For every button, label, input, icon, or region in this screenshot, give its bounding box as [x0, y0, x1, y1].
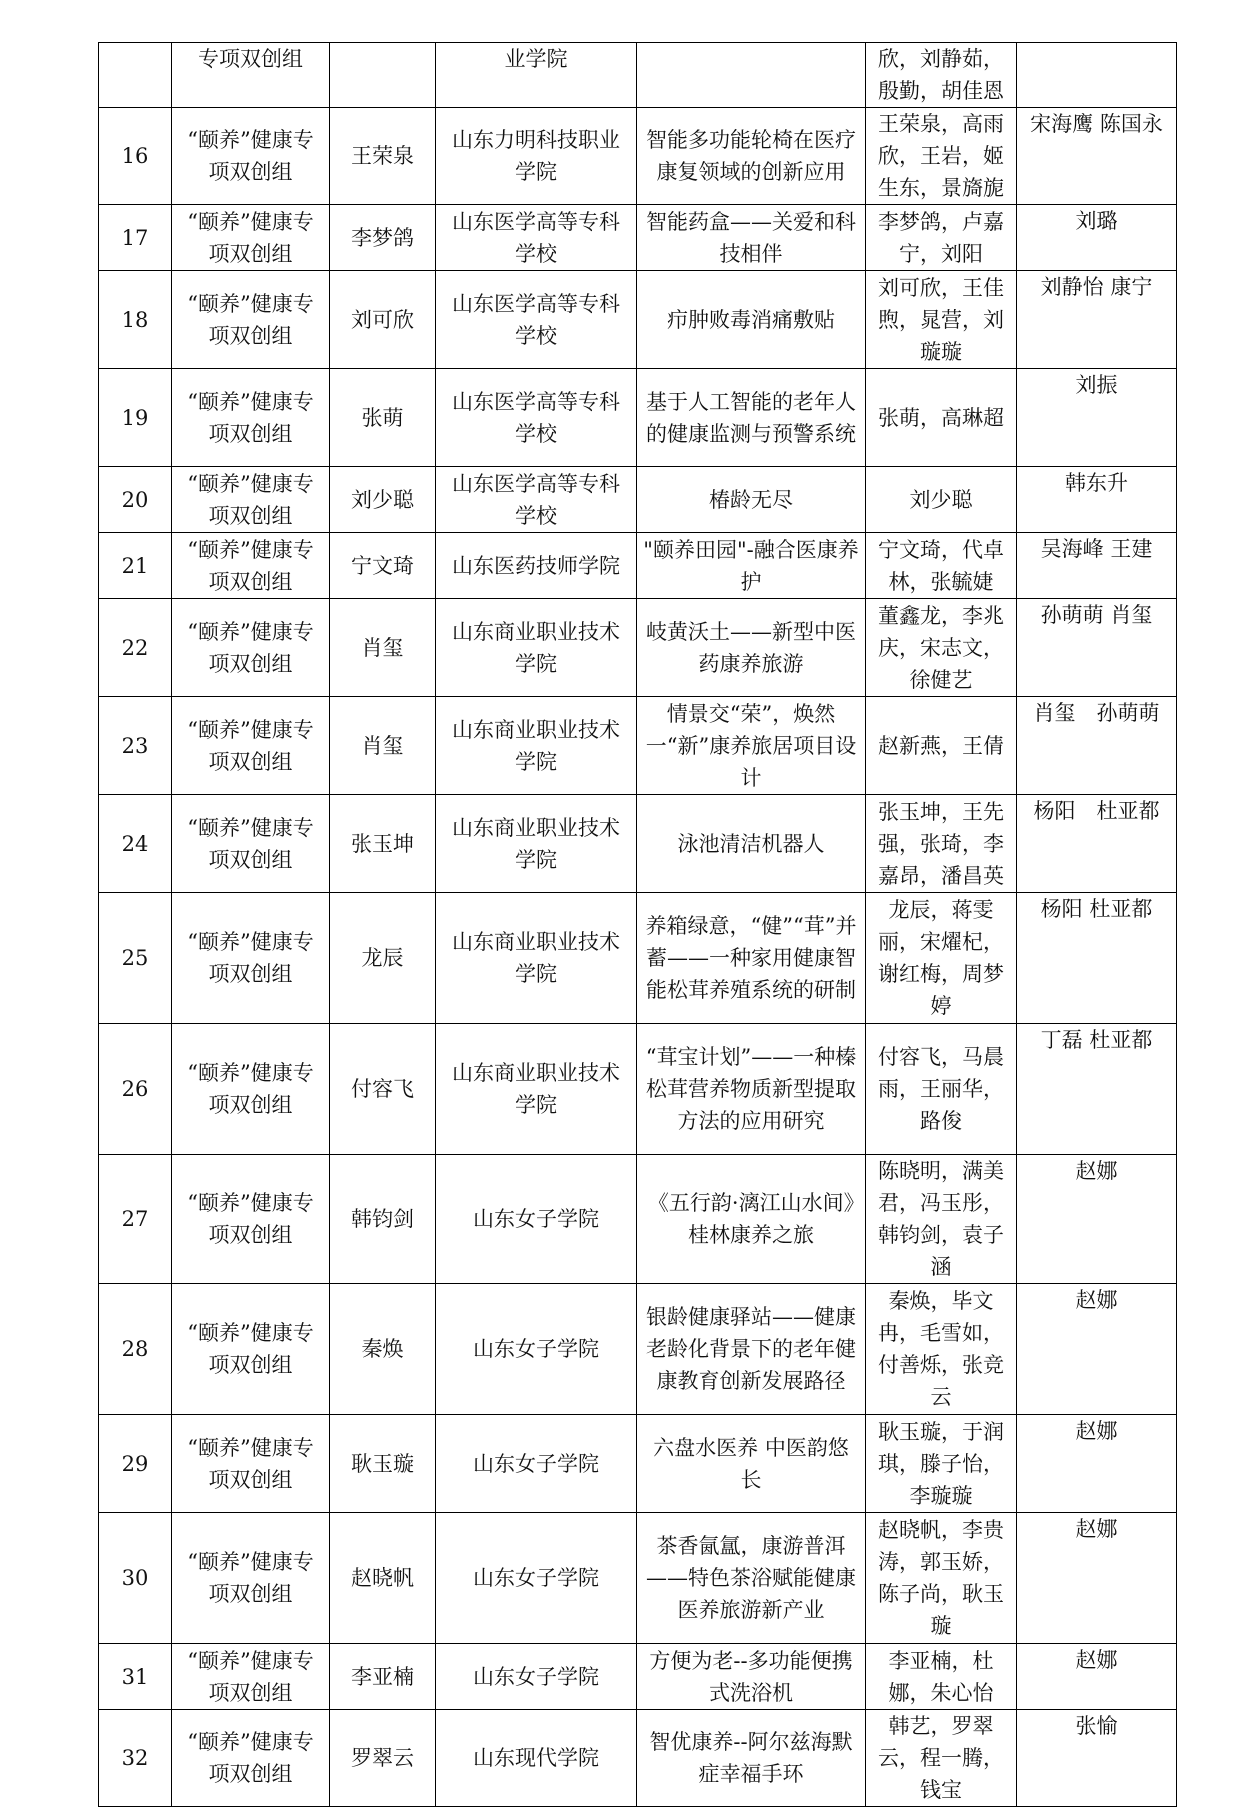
- leader-cell: 刘可欣: [330, 271, 436, 369]
- advisors-cell: 肖玺 孙萌萌: [1017, 697, 1177, 795]
- row-number: 23: [99, 697, 172, 795]
- members-cell: 韩艺，罗翠云，程一腾，钱宝: [866, 1710, 1017, 1807]
- project-cell: "颐养田园"-融合医康养护: [637, 533, 866, 599]
- leader-cell: 张玉坤: [330, 795, 436, 893]
- leader-cell: 李亚楠: [330, 1644, 436, 1710]
- members-cell: 王荣泉，高雨欣，王岩，姬生东，景旖旎: [866, 108, 1017, 205]
- table-row: [99, 108, 1177, 205]
- leader-cell: 耿玉璇: [330, 1415, 436, 1513]
- members-cell: 欣，刘静茹，殷勤，胡佳恩: [866, 43, 1017, 108]
- school-cell: 山东商业职业技术学院: [436, 599, 637, 697]
- category-cell: “颐养”健康专项双创组: [172, 795, 330, 893]
- advisors-cell: 刘静怡 康宁: [1017, 271, 1177, 369]
- school-cell: 山东医药技师学院: [436, 533, 637, 599]
- advisors-cell: 刘振: [1017, 369, 1177, 467]
- leader-cell: 付容飞: [330, 1024, 436, 1155]
- members-cell: 李亚楠，杜娜，朱心怡: [866, 1644, 1017, 1710]
- school-cell: 山东现代学院: [436, 1710, 637, 1807]
- category-cell: “颐养”健康专项双创组: [172, 1284, 330, 1415]
- row-number: 21: [99, 533, 172, 599]
- school-cell: 山东医学高等专科学校: [436, 271, 637, 369]
- school-cell: 山东女子学院: [436, 1513, 637, 1644]
- members-cell: 陈晓明，满美君，冯玉彤，韩钧剑，袁子涵: [866, 1155, 1017, 1284]
- advisors-cell: 吴海峰 王建: [1017, 533, 1177, 599]
- row-number: 25: [99, 893, 172, 1024]
- school-cell: 山东商业职业技术学院: [436, 697, 637, 795]
- members-cell: 张萌，高琳超: [866, 369, 1017, 467]
- advisors-cell: 丁磊 杜亚都: [1017, 1024, 1177, 1155]
- leader-cell: 罗翠云: [330, 1710, 436, 1807]
- row-number: 26: [99, 1024, 172, 1155]
- category-cell: “颐养”健康专项双创组: [172, 893, 330, 1024]
- school-cell: 山东医学高等专科学校: [436, 369, 637, 467]
- category-cell: “颐养”健康专项双创组: [172, 1415, 330, 1513]
- advisors-cell: 赵娜: [1017, 1155, 1177, 1284]
- project-cell: “茸宝计划”——一种榛松茸营养物质新型提取方法的应用研究: [637, 1024, 866, 1155]
- leader-cell: 李梦鸽: [330, 205, 436, 271]
- project-cell: 椿龄无尽: [637, 467, 866, 533]
- members-cell: 秦焕，毕文冉，毛雪如，付善烁，张竞云: [866, 1284, 1017, 1415]
- project-cell: 养箱绿意，“健”“茸”并蓄——一种家用健康智能松茸养殖系统的研制: [637, 893, 866, 1024]
- project-cell: 岐黄沃土——新型中医药康养旅游: [637, 599, 866, 697]
- members-cell: 张玉坤，王先强，张琦，李嘉昂，潘昌英: [866, 795, 1017, 893]
- leader-cell: 赵晓帆: [330, 1513, 436, 1644]
- project-cell: 茶香氤氲，康游普洱——特色茶浴赋能健康医养旅游新产业: [637, 1513, 866, 1644]
- leader-cell: 宁文琦: [330, 533, 436, 599]
- advisors-cell: 杨阳 杜亚都: [1017, 795, 1177, 893]
- category-cell: “颐养”健康专项双创组: [172, 533, 330, 599]
- members-cell: 董鑫龙，李兆庆，宋志文，徐健艺: [866, 599, 1017, 697]
- category-cell: “颐养”健康专项双创组: [172, 1155, 330, 1284]
- table-row: [99, 467, 1177, 533]
- members-cell: 刘少聪: [866, 467, 1017, 533]
- leader-cell: 肖玺: [330, 697, 436, 795]
- project-cell: 泳池清洁机器人: [637, 795, 866, 893]
- category-cell: “颐养”健康专项双创组: [172, 1644, 330, 1710]
- leader-cell: 王荣泉: [330, 108, 436, 205]
- table-row: [99, 893, 1177, 1024]
- leader-cell: 刘少聪: [330, 467, 436, 533]
- school-cell: 山东医学高等专科学校: [436, 205, 637, 271]
- school-cell: 山东商业职业技术学院: [436, 795, 637, 893]
- row-number: 32: [99, 1710, 172, 1807]
- category-cell: 专项双创组: [172, 43, 330, 108]
- school-cell: 山东医学高等专科学校: [436, 467, 637, 533]
- advisors-cell: 宋海鹰 陈国永: [1017, 108, 1177, 205]
- row-number: [99, 43, 172, 108]
- advisors-cell: 刘璐: [1017, 205, 1177, 271]
- project-cell: 基于人工智能的老年人的健康监测与预警系统: [637, 369, 866, 467]
- category-cell: “颐养”健康专项双创组: [172, 205, 330, 271]
- project-cell: 疖肿败毒消痛敷贴: [637, 271, 866, 369]
- table-row: [99, 533, 1177, 599]
- row-number: 29: [99, 1415, 172, 1513]
- table-row: [99, 1710, 1177, 1807]
- project-cell: 方便为老--多功能便携式洗浴机: [637, 1644, 866, 1710]
- advisors-cell: 赵娜: [1017, 1644, 1177, 1710]
- project-cell: 情景交“荣”，焕然一“新”康养旅居项目设计: [637, 697, 866, 795]
- category-cell: “颐养”健康专项双创组: [172, 369, 330, 467]
- category-cell: “颐养”健康专项双创组: [172, 1710, 330, 1807]
- row-number: 22: [99, 599, 172, 697]
- leader-cell: 韩钧剑: [330, 1155, 436, 1284]
- advisors-cell: 杨阳 杜亚都: [1017, 893, 1177, 1024]
- members-cell: 付容飞，马晨雨，王丽华，路俊: [866, 1024, 1017, 1155]
- school-cell: 山东女子学院: [436, 1155, 637, 1284]
- members-cell: 耿玉璇，于润琪，滕子怡，李璇璇: [866, 1415, 1017, 1513]
- table-row: [99, 1284, 1177, 1415]
- project-cell: 智能药盒——关爱和科技相伴: [637, 205, 866, 271]
- project-cell: 银龄健康驿站——健康老龄化背景下的老年健康教育创新发展路径: [637, 1284, 866, 1415]
- table-row: [99, 271, 1177, 369]
- members-cell: 宁文琦，代卓林，张毓婕: [866, 533, 1017, 599]
- row-number: 27: [99, 1155, 172, 1284]
- advisors-cell: 韩东升: [1017, 467, 1177, 533]
- row-number: 30: [99, 1513, 172, 1644]
- table-row: [99, 369, 1177, 467]
- category-cell: “颐养”健康专项双创组: [172, 467, 330, 533]
- project-cell: [637, 43, 866, 108]
- members-cell: 龙辰，蒋雯丽，宋燿杞，谢红梅，周梦婷: [866, 893, 1017, 1024]
- row-number: 24: [99, 795, 172, 893]
- category-cell: “颐养”健康专项双创组: [172, 599, 330, 697]
- table-row: [99, 1024, 1177, 1155]
- category-cell: “颐养”健康专项双创组: [172, 1024, 330, 1155]
- table-row: [99, 1513, 1177, 1644]
- award-list-table: [98, 42, 1177, 1807]
- advisors-cell: 赵娜: [1017, 1284, 1177, 1415]
- school-cell: 业学院: [436, 43, 637, 108]
- project-cell: 《五行韵·漓江山水间》桂林康养之旅: [637, 1155, 866, 1284]
- school-cell: 山东商业职业技术学院: [436, 1024, 637, 1155]
- table-row: [99, 205, 1177, 271]
- leader-cell: 肖玺: [330, 599, 436, 697]
- document-page: [98, 42, 1176, 1807]
- table-body: [99, 43, 1177, 1807]
- members-cell: 赵新燕，王倩: [866, 697, 1017, 795]
- row-number: 18: [99, 271, 172, 369]
- row-number: 16: [99, 108, 172, 205]
- members-cell: 李梦鸽，卢嘉宁，刘阳: [866, 205, 1017, 271]
- advisors-cell: 张愉: [1017, 1710, 1177, 1807]
- advisors-cell: 孙萌萌 肖玺: [1017, 599, 1177, 697]
- table-row: [99, 43, 1177, 108]
- school-cell: 山东商业职业技术学院: [436, 893, 637, 1024]
- leader-cell: 龙辰: [330, 893, 436, 1024]
- row-number: 19: [99, 369, 172, 467]
- table-row: [99, 1644, 1177, 1710]
- project-cell: 六盘水医养 中医韵悠长: [637, 1415, 866, 1513]
- school-cell: 山东力明科技职业学院: [436, 108, 637, 205]
- members-cell: 刘可欣，王佳煦，晁营，刘璇璇: [866, 271, 1017, 369]
- category-cell: “颐养”健康专项双创组: [172, 697, 330, 795]
- project-cell: 智能多功能轮椅在医疗康复领域的创新应用: [637, 108, 866, 205]
- project-cell: 智优康养--阿尔兹海默症幸福手环: [637, 1710, 866, 1807]
- leader-cell: [330, 43, 436, 108]
- row-number: 20: [99, 467, 172, 533]
- members-cell: 赵晓帆，李贵涛，郭玉娇，陈子尚，耿玉璇: [866, 1513, 1017, 1644]
- school-cell: 山东女子学院: [436, 1415, 637, 1513]
- category-cell: “颐养”健康专项双创组: [172, 108, 330, 205]
- row-number: 28: [99, 1284, 172, 1415]
- advisors-cell: 赵娜: [1017, 1415, 1177, 1513]
- leader-cell: 张萌: [330, 369, 436, 467]
- advisors-cell: 赵娜: [1017, 1513, 1177, 1644]
- table-row: [99, 1155, 1177, 1284]
- advisors-cell: [1017, 43, 1177, 108]
- table-row: [99, 599, 1177, 697]
- leader-cell: 秦焕: [330, 1284, 436, 1415]
- school-cell: 山东女子学院: [436, 1644, 637, 1710]
- category-cell: “颐养”健康专项双创组: [172, 1513, 330, 1644]
- row-number: 17: [99, 205, 172, 271]
- table-row: [99, 1415, 1177, 1513]
- table-row: [99, 795, 1177, 893]
- school-cell: 山东女子学院: [436, 1284, 637, 1415]
- row-number: 31: [99, 1644, 172, 1710]
- category-cell: “颐养”健康专项双创组: [172, 271, 330, 369]
- table-row: [99, 697, 1177, 795]
